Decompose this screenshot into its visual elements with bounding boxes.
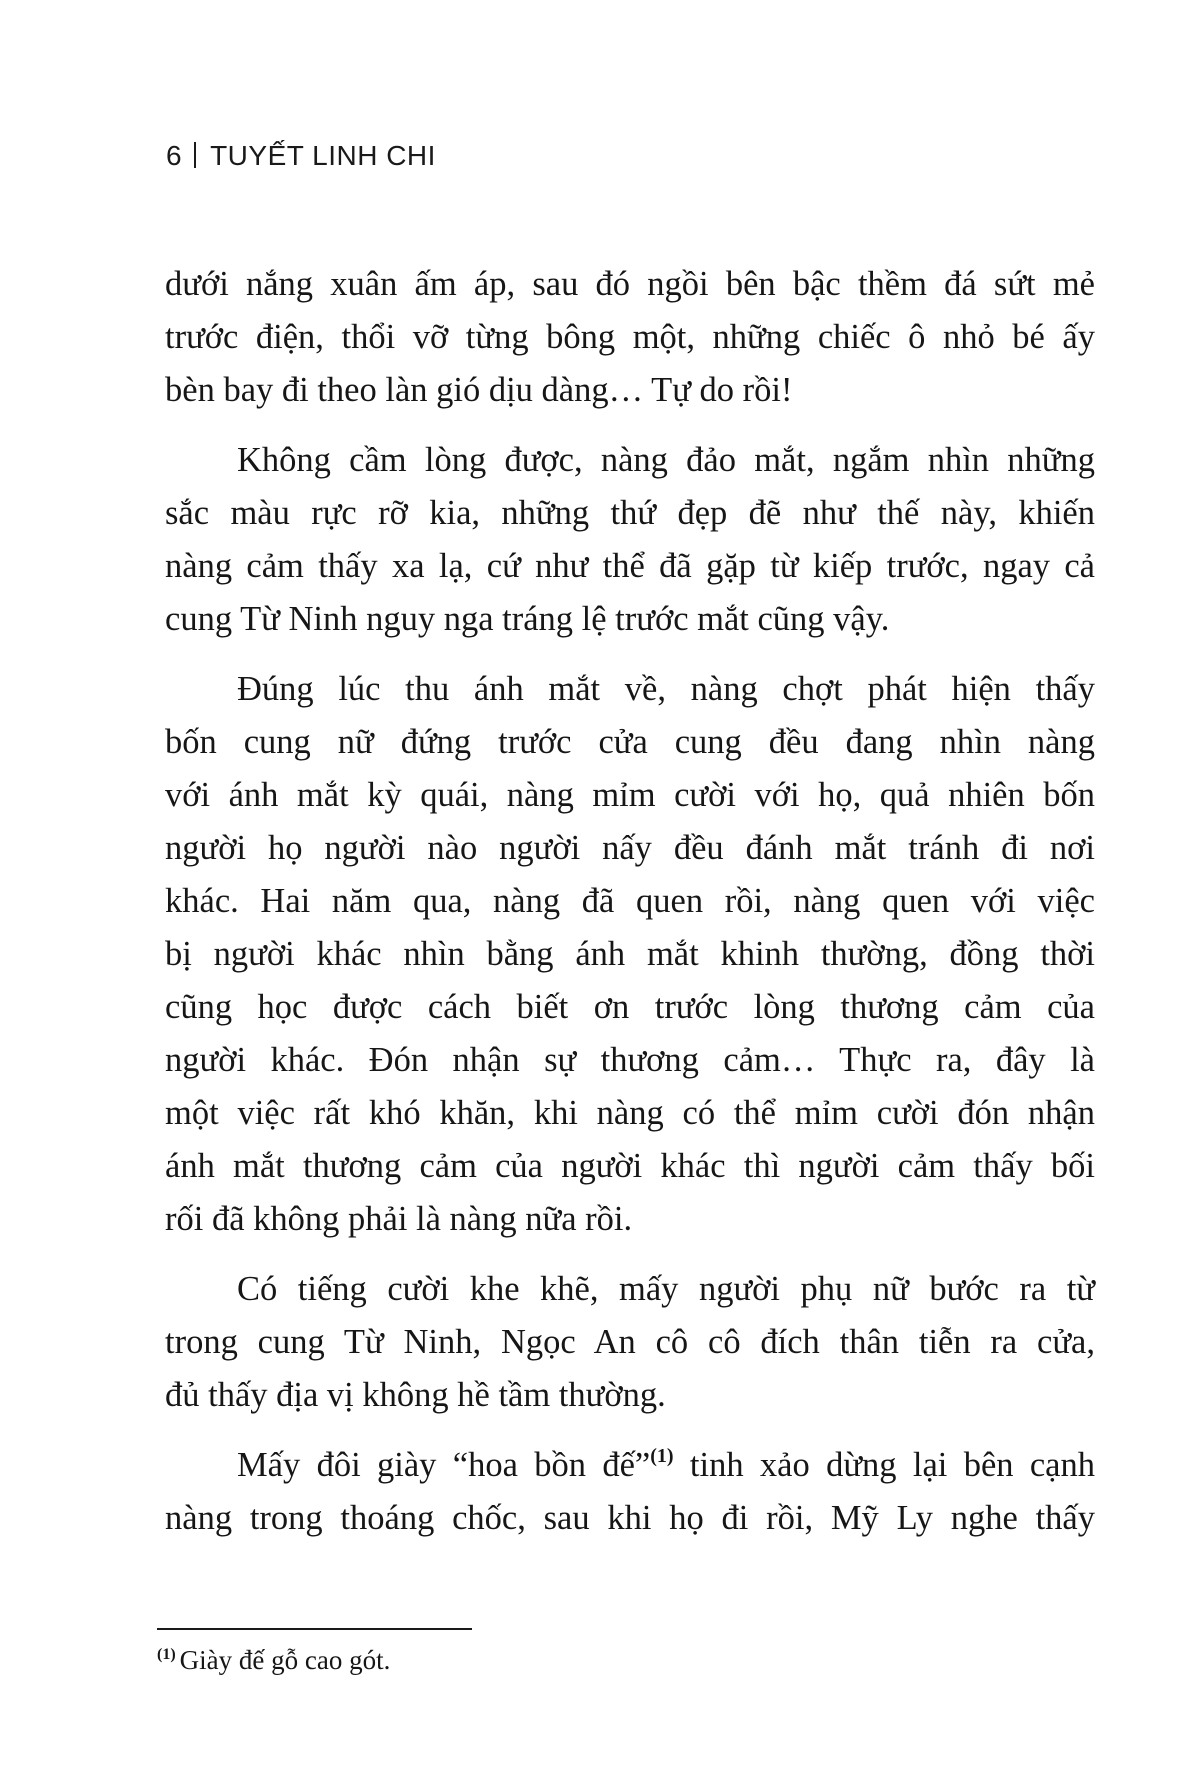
text-line: đủ thấy địa vị không hề tầm thường.	[165, 1376, 666, 1414]
footnote-divider	[157, 1628, 472, 1630]
text-line: nàng trong thoáng chốc, sau khi họ đi rồi, Mỹ Ly nghe thấy	[165, 1499, 1095, 1537]
text-line: bèn bay đi theo làn gió dịu dàng… Tự do rồi!	[165, 371, 793, 409]
paragraph-4	[165, 1263, 1095, 1422]
paragraph-3	[165, 663, 1095, 1246]
text-line: bị người khác nhìn bằng ánh mắt khinh thường, đồng thời	[165, 935, 1095, 973]
page-number: 6	[166, 140, 183, 171]
author-name: TUYẾT LINH CHI	[210, 140, 436, 171]
text-line: cũng học được cách biết ơn trước lòng thương cảm của	[165, 988, 1095, 1026]
text-line: với ánh mắt kỳ quái, nàng mỉm cười với họ, quả nhiên bốn	[165, 776, 1095, 814]
text-line	[165, 1439, 1095, 1492]
text-line: sắc màu rực rỡ kia, những thứ đẹp đẽ như thế này, khiến	[165, 494, 1095, 532]
text-line: Đúng lúc thu ánh mắt về, nàng chợt phát hiện thấy	[237, 670, 1095, 708]
text-line: khác. Hai năm qua, nàng đã quen rồi, nàng quen với việc	[165, 882, 1095, 920]
text-line: Không cầm lòng được, nàng đảo mắt, ngắm nhìn những	[237, 441, 1095, 479]
header-separator	[194, 142, 196, 168]
text-line: người họ người nào người nấy đều đánh mắt tránh đi nơi	[165, 829, 1095, 867]
running-head	[166, 140, 436, 172]
text-line: cung Từ Ninh nguy nga tráng lệ trước mắt cũng vậy.	[165, 600, 890, 638]
text-line: một việc rất khó khăn, khi nàng có thể mỉm cười đón nhận	[165, 1094, 1095, 1132]
footnote	[157, 1645, 390, 1676]
text-line: ánh mắt thương cảm của người khác thì người cảm thấy bối	[165, 1147, 1095, 1185]
text-line: bốn cung nữ đứng trước cửa cung đều đang nhìn nàng	[165, 723, 1095, 761]
text-line: Có tiếng cười khe khẽ, mấy người phụ nữ bước ra từ	[237, 1270, 1095, 1308]
text-line: dưới nắng xuân ấm áp, sau đó ngồi bên bậc thềm đá sứt mẻ	[165, 265, 1095, 303]
text-segment: tinh xảo dừng lại bên cạnh	[673, 1446, 1095, 1484]
body-text	[165, 258, 1095, 1545]
paragraph-1	[165, 258, 1095, 417]
footnote-reference[interactable]: (1)	[650, 1445, 674, 1467]
text-line: rối đã không phải là nàng nữa rồi.	[165, 1200, 633, 1238]
text-line: người khác. Đón nhận sự thương cảm… Thực ra, đây là	[165, 1041, 1095, 1079]
text-line: trong cung Từ Ninh, Ngọc An cô cô đích thân tiễn ra cửa,	[165, 1323, 1095, 1361]
text-line: trước điện, thổi vỡ từng bông một, những chiếc ô nhỏ bé ấy	[165, 318, 1095, 356]
footnote-text: Giày đế gỗ cao gót.	[179, 1645, 391, 1675]
paragraph-5	[165, 1439, 1095, 1545]
text-line: nàng cảm thấy xa lạ, cứ như thể đã gặp từ kiếp trước, ngay cả	[165, 547, 1095, 585]
paragraph-2	[165, 434, 1095, 646]
footnote-mark: (1)	[157, 1646, 176, 1663]
text-segment: Mấy đôi giày “hoa bồn đế”	[237, 1446, 651, 1484]
